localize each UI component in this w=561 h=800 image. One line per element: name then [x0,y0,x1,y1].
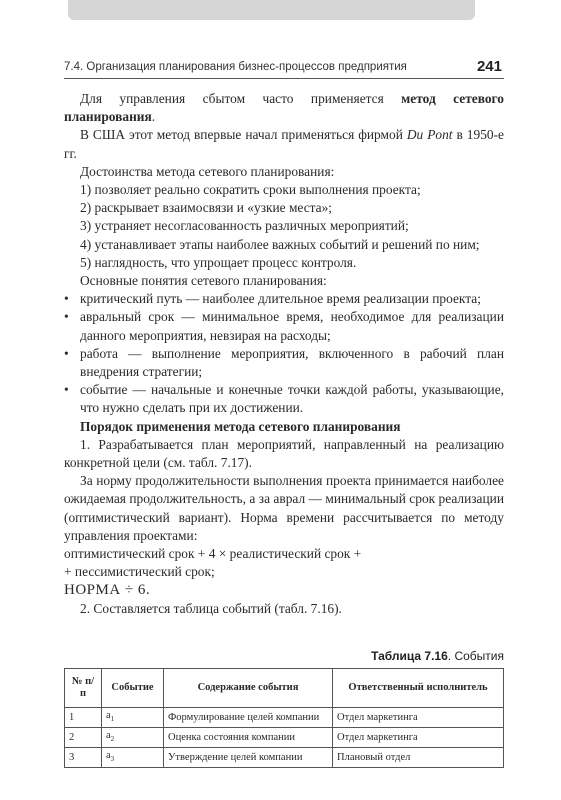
cell-content: Утверждение целей компании [164,748,333,768]
table-row [65,748,504,768]
norm-paragraph: За норму продолжительности выполнения проекта принимается наиболее ожидаемая продолжительность, а за аврал — минимальный срок реализации (оптимистический вариант). Норма времени рассчитывается по методу управления проектами: [64,473,504,543]
step-2: 2. Составляется таблица событий (табл. 7.16). [80,600,342,616]
cell-owner: Отдел маркетинга [333,728,504,748]
page-number: 241 [476,58,502,75]
company-name: Du Pont [406,127,453,143]
list-item: 2) раскрывает взаимосвязи и «узкие места»; [80,200,333,216]
header-rule [64,78,504,79]
intro-paragraph: Для управления сбытом часто применяется метод сетевого планирования. [64,91,504,125]
column-header: Содержание события [164,669,333,708]
list-item: • авральный срок — минимальное время, необходимое для реализации данного мероприятия, невзирая на расходы; [64,308,504,344]
column-header: Ответственный исполнитель [333,669,504,708]
scan-top-band [68,0,475,20]
method-term: метод сетевого планирования [64,91,504,125]
advantages-list [64,181,504,272]
concepts-intro: Основные понятия сетевого планирования: [80,273,327,289]
cell-number: 3 [65,748,102,768]
cell-event: $a_3$ [102,748,164,768]
table-caption: Таблица 7.16. События [371,649,504,663]
list-item: 1) позволяет реально сократить сроки выполнения проекта; [80,182,421,198]
procedure-heading: Порядок применения метода сетевого планирования [80,418,401,434]
history-paragraph: В США этот метод впервые начал применяться фирмой Du Pont в 1950-е гг. [64,127,504,161]
list-item: • критический путь — наиболее длительное время реализации проекта; [64,290,504,308]
cell-content: Оценка состояния компании [164,728,333,748]
cell-event: $a_1$ [102,708,164,728]
formula-line-2: + пессимистический срок; [64,564,215,580]
cell-number: 2 [65,728,102,748]
chapter-title: 7.4. Организация планирования бизнес-процессов предприятия [64,61,407,73]
list-item: • работа — выполнение мероприятия, включенного в рабочий план внедрения стратегии; [64,345,504,381]
list-item: 5) наглядность, что упрощает процесс контроля. [80,254,357,270]
body-text [64,90,504,618]
events-table [64,668,504,768]
running-header [64,58,502,76]
table-row [65,708,504,728]
column-header: № п/п [65,669,102,708]
concepts-list [64,290,504,417]
table-row [65,728,504,748]
cell-event: $a_2$ [102,728,164,748]
cell-owner: Плановый отдел [333,748,504,768]
column-header: Событие [102,669,164,708]
list-item: 3) устраняет несогласованность различных мероприятий; [80,218,409,234]
step-1: 1. Разрабатывается план мероприятий, направленный на реализацию конкретной цели (см. табл. 7.17). [64,436,504,471]
cell-owner: Отдел маркетинга [333,708,504,728]
list-item: • событие — начальные и конечные точки каждой работы, указывающие, что нужно сделать при их достижении. [64,381,504,417]
advantages-intro: Достоинства метода сетевого планирования: [80,163,335,179]
list-item: 4) устанавливает этапы наиболее важных событий и решений по ним; [80,236,480,252]
cell-number: 1 [65,708,102,728]
formula-line-1: оптимистический срок + 4 × реалистический срок + [64,546,362,562]
formula-result: НОРМА ÷ 6. [64,582,151,599]
table-header-row [65,669,504,708]
cell-content: Формулирование целей компании [164,708,333,728]
